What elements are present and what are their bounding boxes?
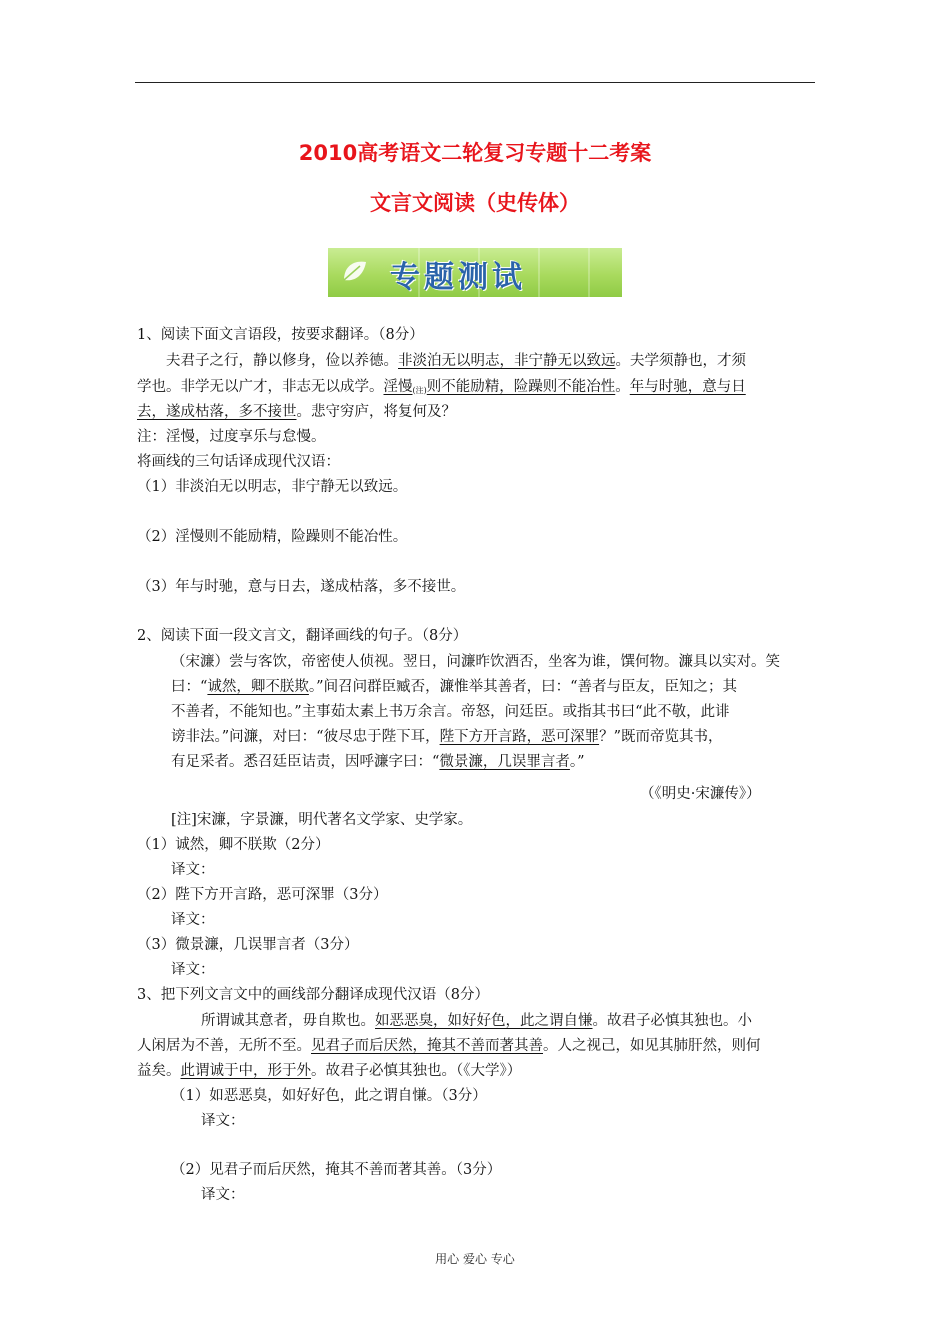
q3-item-2: （2）见君子而后厌然，掩其不善而著其善。（3分）: [171, 1162, 502, 1178]
q1-note: 注：淫慢，过度享乐与怠慢。: [137, 429, 326, 445]
section-banner: [328, 248, 622, 297]
q1-instruction: 将画线的三句话译成现代汉语：: [137, 454, 340, 470]
q1-passage-line-1: 夫君子之行，静以修身，俭以养德。非淡泊无以明志，非宁静无以致远。夫学须静也，才须: [166, 353, 746, 369]
q2-item-1: （1）诚然，卿不朕欺（2分）: [137, 837, 330, 853]
leaf-icon: [340, 256, 370, 286]
page-title: 2010高考语文二轮复习专题十二考案: [298, 141, 652, 165]
page-footer: 用心 爱心 专心: [435, 1252, 515, 1266]
q2-item-2: （2）陛下方开言路，恶可深罪（3分）: [137, 887, 388, 903]
q2-answer-label-3: 译文：: [171, 962, 215, 978]
q2-item-3: （3）微景濂，几误罪言者（3分）: [137, 937, 359, 953]
q2-source: （《明史·宋濂传》）: [640, 786, 761, 802]
q1-item-1: （1）非淡泊无以明志，非宁静无以致远。: [137, 479, 408, 495]
q1-passage-line-3: 去，遂成枯落，多不接世。悲守穷庐，将复何及？: [137, 404, 456, 420]
q2-answer-label-2: 译文：: [171, 912, 215, 928]
q3-passage-line-2: 人闲居为不善，无所不至。见君子而后厌然，掩其不善而著其善。人之视己，如见其肺肝然，则何: [137, 1038, 761, 1054]
q3-answer-label-1: 译文：: [201, 1113, 245, 1129]
q2-note: [注]宋濂，字景濂，明代著名文学家、史学家。: [171, 812, 473, 828]
q1-item-2: （2）淫慢则不能励精，险躁则不能冶性。: [137, 529, 408, 545]
q3-passage-line-1: 所谓诚其意者，毋自欺也。如恶恶臭，如好好色，此之谓自慊。故君子必慎其独也。小: [201, 1013, 752, 1029]
q3-heading: 3、把下列文言文中的画线部分翻译成现代汉语（8分）: [137, 987, 489, 1003]
header-rule: [135, 82, 815, 83]
q2-passage-line-1: （宋濂）尝与客饮，帝密使人侦视。翌日，问濂昨饮酒否，坐客为谁，馔何物。濂具以实对。笑: [171, 654, 780, 670]
q2-passage-line-5: 有足采者。悉召廷臣诘责，因呼濂字曰：“微景濂，几误罪言者。”: [171, 754, 585, 770]
q3-item-1: （1）如恶恶臭，如好好色，此之谓自慊。（3分）: [171, 1088, 487, 1104]
q1-heading: 1、阅读下面文言语段，按要求翻译。（8分）: [137, 327, 424, 343]
q2-passage-line-4: 谤非法。”问濂，对曰：“彼尽忠于陛下耳，陛下方开言路，恶可深罪？”既而帝览其书，: [171, 729, 723, 745]
q3-passage-line-3: 益矣。此谓诚于中，形于外。故君子必慎其独也。（《大学》）: [137, 1063, 522, 1079]
q1-passage-line-2: 学也。非学无以广才，非志无以成学。淫慢$_{(注)}$则不能励精，险躁则不能冶性。年与时驰，意与日: [137, 379, 746, 395]
q3-answer-label-2: 译文：: [201, 1187, 245, 1203]
page-subtitle: 文言文阅读（史传体）: [370, 191, 580, 215]
q2-answer-label-1: 译文：: [171, 862, 215, 878]
q2-heading: 2、阅读下面一段文言文，翻译画线的句子。（8分）: [137, 628, 468, 644]
q2-passage-line-2: 曰：“诚然，卿不朕欺。”间召问群臣臧否，濂惟举其善者，曰：“善者与臣友，臣知之；其: [171, 679, 737, 695]
q2-passage-line-3: 不善者，不能知也。”主事茹太素上书万余言。帝怒，问廷臣。或指其书曰“此不敬，此诽: [171, 704, 730, 720]
q1-item-3: （3）年与时驰，意与日去，遂成枯落，多不接世。: [137, 579, 466, 595]
banner-text: 专题测试: [390, 260, 526, 295]
